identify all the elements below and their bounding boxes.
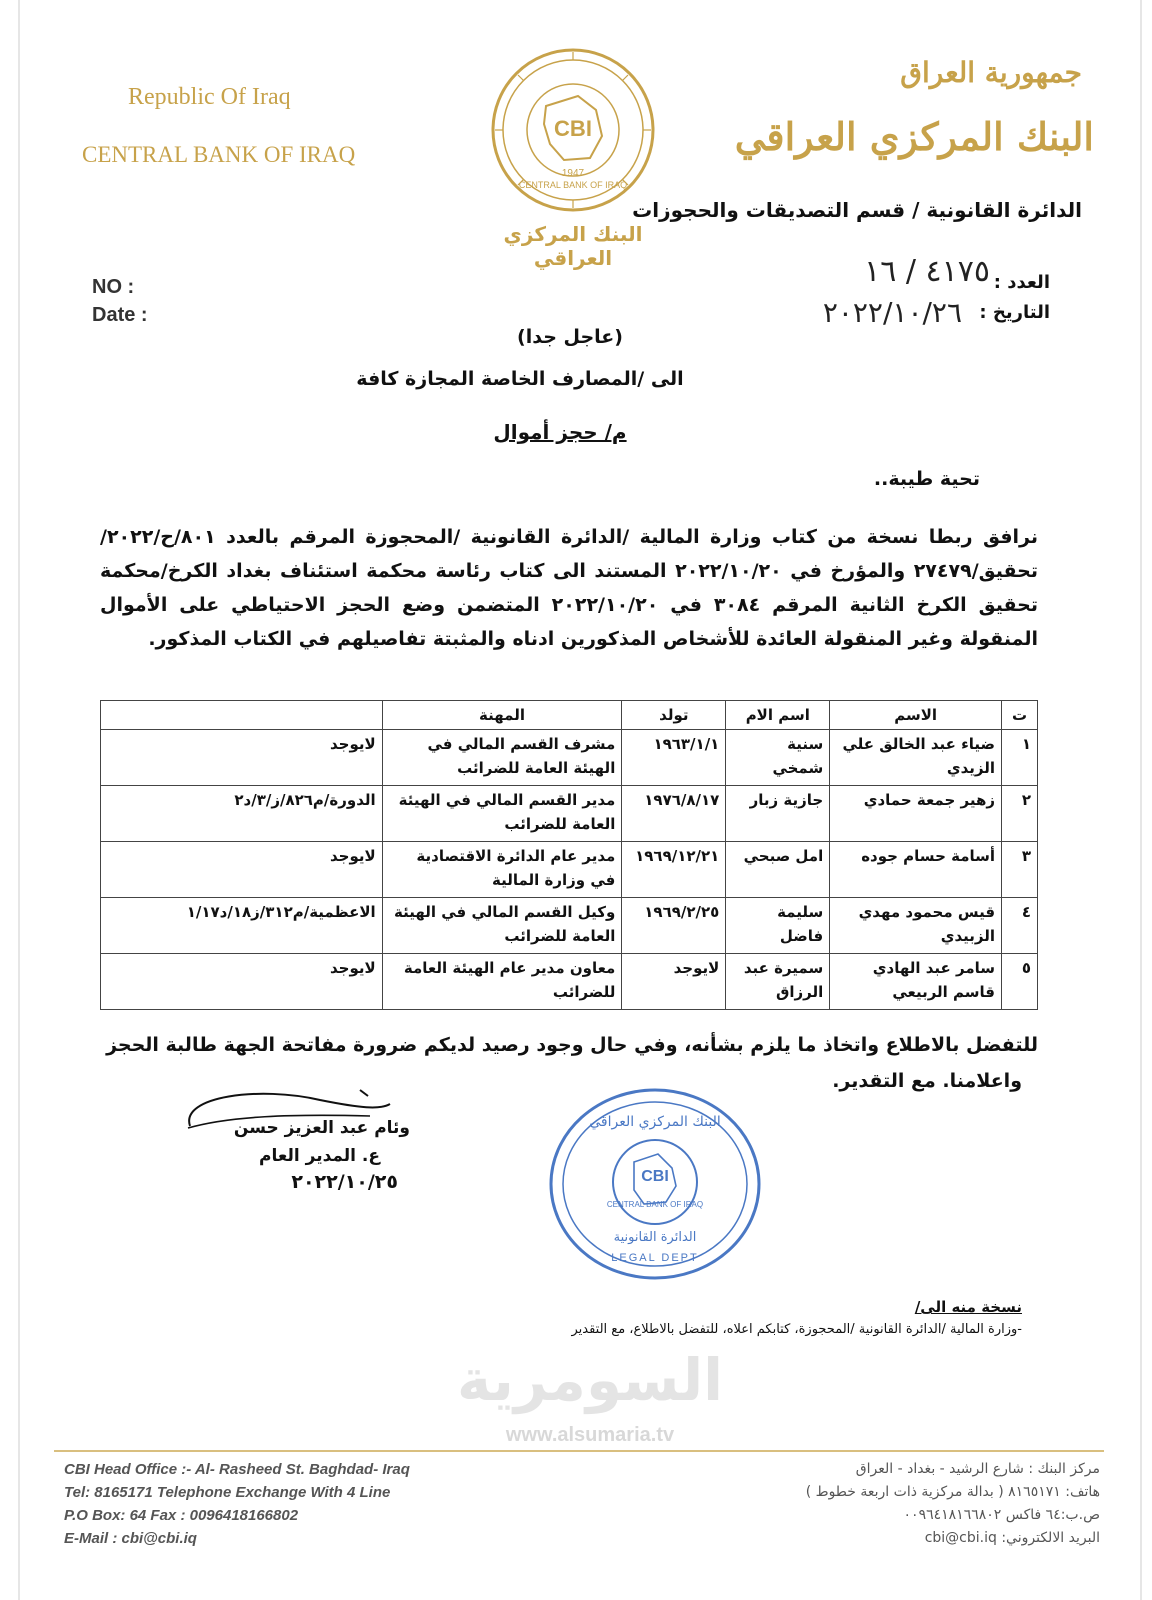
logo-year: 1947 <box>561 168 585 179</box>
table-row <box>101 954 1038 1010</box>
date-label: Date : <box>92 304 148 326</box>
cell-profession: مدير عام الدائرة الاقتصادية في وزارة المالية <box>382 842 622 898</box>
cell-index: ٥ <box>1002 954 1038 1010</box>
footer-ar-pobox: ص.ب:٦٤ فاكس ٠٠٩٦٤١٨١٦٦٨٠٢ <box>903 1507 1100 1523</box>
number-value: ٤١٧٥ / ١٦ <box>864 254 990 289</box>
table-row <box>101 786 1038 842</box>
cell-extra: لايوجد <box>101 730 383 786</box>
logo-arabic-text: البنك المركزي العراقي <box>503 222 643 270</box>
cell-name: ضياء عبد الخالق علي الزيدي <box>830 730 1002 786</box>
footer-en-pobox: P.O Box: 64 Fax : 0096418166802 <box>64 1507 299 1524</box>
cell-extra: الدورة/م٨٢٦/ز/٣/د٢ <box>101 786 383 842</box>
cell-name: قيس محمود مهدي الزبيدي <box>830 898 1002 954</box>
footer-arabic <box>806 1458 1100 1550</box>
footer-divider <box>54 1450 1104 1452</box>
logo-ring-text: CENTRAL BANK OF IRAQ <box>518 180 628 190</box>
footer-ar-email: البريد الالكتروني: cbi@cbi.iq <box>924 1530 1100 1546</box>
watermark-logo: السومرية <box>457 1346 723 1414</box>
recipient-line: الى /المصارف الخاصة المجازة كافة <box>356 368 684 390</box>
cell-mother: سميرة عبد الرزاق <box>726 954 830 1010</box>
department-title: الدائرة القانونية / قسم التصديقات والحجوزات <box>632 198 1082 222</box>
cell-extra: الاعظمية/م٣١٢/ز١٨/د١/١٧ <box>101 898 383 954</box>
copy-to-label: نسخة منه الى/ <box>914 1298 1022 1316</box>
footer-en-email: E-Mail : cbi@cbi.iq <box>64 1530 197 1547</box>
col-header-extra <box>101 701 383 730</box>
col-header-mother: اسم الام <box>726 701 830 730</box>
footer-ar-phone: هاتف: ٨١٦٥١٧١ ( بدالة مركزية ذات اربعة خطوط ) <box>805 1484 1100 1500</box>
date-label-ar: التاريخ : <box>979 302 1050 323</box>
cell-profession: وكيل القسم المالي في الهيئة العامة للضرائب <box>382 898 622 954</box>
cell-mother: امل صبحي <box>726 842 830 898</box>
closing-line-1: للتفضل بالاطلاع واتخاذ ما يلزم بشأنه، وفي حال وجود رصيد لديكم ضرورة مفاتحة الجهة طالبة الحجز <box>106 1034 1038 1056</box>
letter-page <box>18 0 1142 1600</box>
header-ar-bank: البنك المركزي العراقي <box>734 114 1094 159</box>
greeting: تحية طيبة.. <box>873 468 980 490</box>
persons-table <box>100 700 1038 1010</box>
cell-name: زهير جمعة حمادي <box>830 786 1002 842</box>
cell-index: ٣ <box>1002 842 1038 898</box>
footer-ar-address: مركز البنك : شارع الرشيد - بغداد - العراق <box>855 1461 1100 1477</box>
table-row <box>101 842 1038 898</box>
cell-name: سامر عبد الهادي قاسم الربيعي <box>830 954 1002 1010</box>
stamp-legal-text: LEGAL DEPT <box>611 1252 699 1264</box>
cell-extra: لايوجد <box>101 842 383 898</box>
cell-birth: لايوجد <box>622 954 726 1010</box>
logo-center-text: CBI <box>554 116 592 141</box>
col-header-index: ت <box>1002 701 1038 730</box>
header-ar-republic: جمهورية العراق <box>900 56 1082 89</box>
cell-name: أسامة حسام جوده <box>830 842 1002 898</box>
col-header-name: الاسم <box>830 701 1002 730</box>
cell-mother: جازية زبار <box>726 786 830 842</box>
cell-birth: ١٩٦٣/١/١ <box>622 730 726 786</box>
number-label-ar: العدد : <box>993 272 1050 293</box>
cell-extra: لايوجد <box>101 954 383 1010</box>
cell-birth: ١٩٧٦/٨/١٧ <box>622 786 726 842</box>
stamp-arabic-bank: البنك المركزي العراقي <box>589 1114 721 1130</box>
col-header-birth: تولد <box>622 701 726 730</box>
urgency-note: (عاجل جدا) <box>517 326 623 348</box>
cell-index: ٢ <box>1002 786 1038 842</box>
copy-to-line: -وزارة المالية /الدائرة القانونية /المحجوزة، كتابكم اعلاه، للتفضل بالاطلاع، مع التقدير <box>571 1322 1022 1337</box>
stamp-arabic-dept: الدائرة القانونية <box>613 1230 697 1245</box>
header-en-bank: CENTRAL BANK OF IRAQ <box>82 142 356 167</box>
cell-birth: ١٩٦٩/٢/٢٥ <box>622 898 726 954</box>
cell-profession: مشرف القسم المالي في الهيئة العامة للضرائب <box>382 730 622 786</box>
table-row <box>101 730 1038 786</box>
cell-mother: سنية شمخي <box>726 730 830 786</box>
footer-english <box>64 1458 410 1550</box>
watermark-url: www.alsumaria.tv <box>505 1424 675 1446</box>
footer-en-phone: Tel: 8165171 Telephone Exchange With 4 Line <box>64 1484 391 1501</box>
cbi-logo <box>480 44 666 270</box>
subject-line: م/ حجز أموال <box>493 420 627 444</box>
footer-en-address: CBI Head Office :- Al- Rasheed St. Baghdad- Iraq <box>64 1461 410 1478</box>
cell-mother: سليمة فاضل <box>726 898 830 954</box>
cell-birth: ١٩٦٩/١٢/٢١ <box>622 842 726 898</box>
table-row <box>101 898 1038 954</box>
stamp-ring-text: CENTRAL BANK OF IRAQ <box>606 1200 704 1209</box>
cell-index: ١ <box>1002 730 1038 786</box>
signatory-title: ع. المدير العام <box>259 1146 380 1166</box>
cell-profession: معاون مدير عام الهيئة العامة للضرائب <box>382 954 622 1010</box>
stamp-center-text: CBI <box>641 1168 669 1185</box>
date-value: ٢٠٢٢/١٠/٢٦ <box>822 296 962 329</box>
table-header-row <box>101 701 1038 730</box>
no-label: NO : <box>92 276 135 298</box>
closing-line-2: واعلامنا. مع التقدير. <box>832 1070 1022 1092</box>
header-en-republic: Republic Of Iraq <box>128 84 291 110</box>
signatory-name: وئام عبد العزيز حسن <box>233 1118 410 1138</box>
official-stamp <box>542 1080 768 1290</box>
cell-profession: مدير القسم المالي في الهيئة العامة للضرائب <box>382 786 622 842</box>
signature-date: ٢٠٢٢/١٠/٢٥ <box>291 1171 398 1193</box>
col-header-profession: المهنة <box>382 701 622 730</box>
cell-index: ٤ <box>1002 898 1038 954</box>
body-paragraph: نرافق ربطا نسخة من كتاب وزارة المالية /الدائرة القانونية /المحجوزة المرقم بالعدد ٨٠١/ح/٢٠٢٢/تحقيق/٢٧٤٧٩ والمؤرخ في ٢٠٢٢/١٠/٢٠ المستند الى كتاب رئاسة محكمة استئناف بغداد الكرخ/محكمة تحقيق الكرخ الثانية المرقم ٣٠٨٤ في ٢٠٢٢/١٠/٢٠ المتضمن وضع الحجز الاحتياطي على الأموال المنقولة وغير المنقولة العائدة للأشخاص المذكورين ادناه والمثبتة تفاصيلهم في الكتاب المذكور. <box>100 526 1039 650</box>
